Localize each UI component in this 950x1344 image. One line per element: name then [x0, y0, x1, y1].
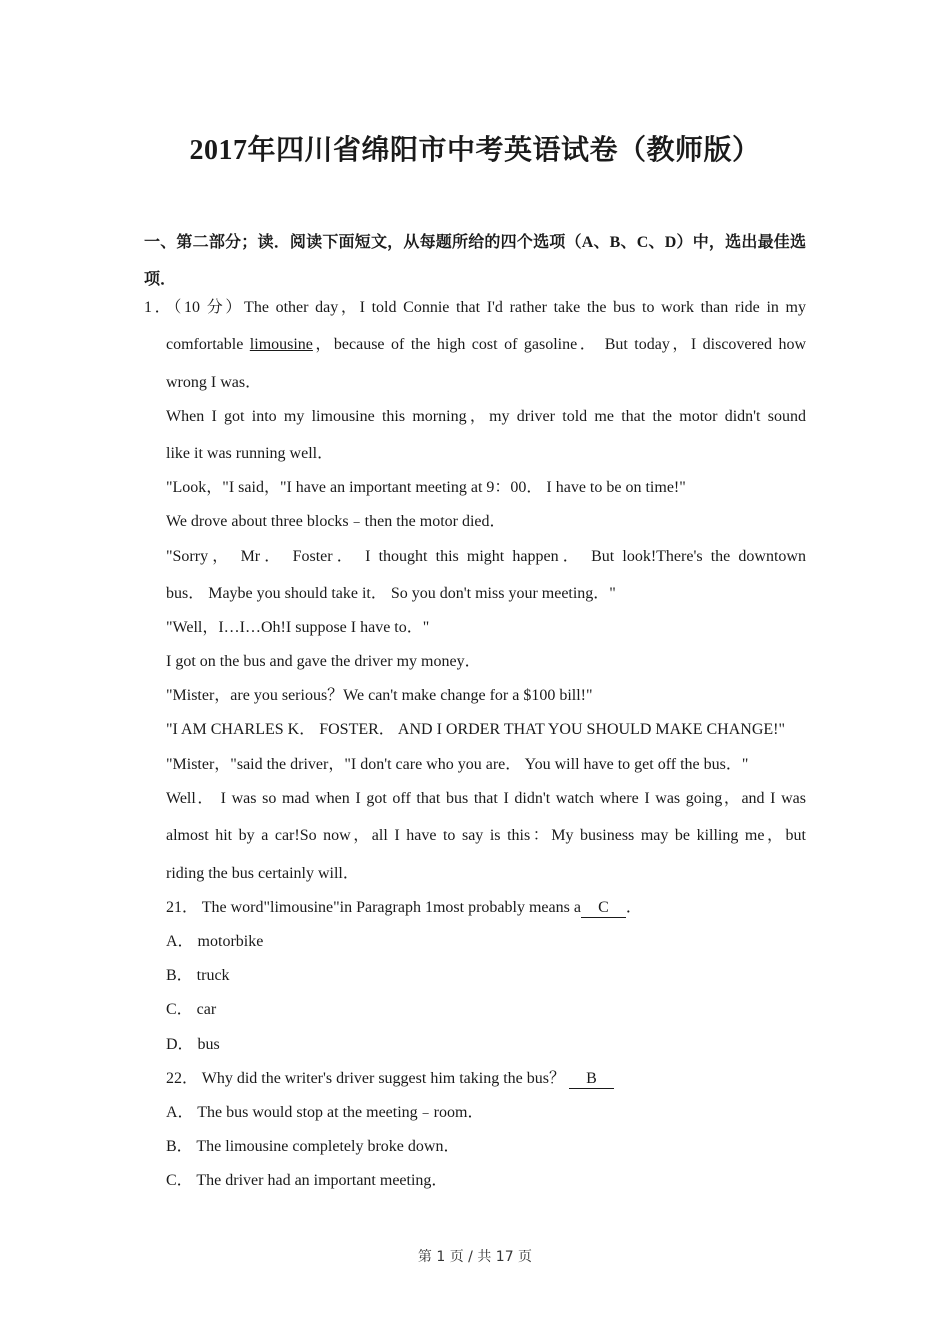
question-22-option-c: C． The driver had an important meeting．: [166, 1172, 448, 1189]
question-1-line3: wrong I was．: [166, 374, 262, 391]
question-22-answer: B: [569, 1070, 614, 1089]
passage-line: Well． I was so mad when I got off that bus that I didn't watch where I was going，and I was: [166, 790, 806, 807]
question-22-option-b: B． The limousine completely broke down．: [166, 1138, 460, 1155]
passage-line: When I got into my limousine this morning，my driver told me that the motor didn't sound: [166, 408, 806, 425]
question-1-second-line: [166, 335, 806, 355]
question-22-option-a: A． The bus would stop at the meeting﹣room．: [166, 1104, 484, 1121]
passage-line: riding the bus certainly will．: [166, 865, 359, 882]
question-21-option-d: D． bus: [166, 1036, 220, 1053]
question-21-option-c: C． car: [166, 1001, 217, 1018]
page-title: 2017年四川省绵阳市中考英语试卷（教师版）: [189, 135, 761, 166]
page-footer: 第 1 页 / 共 17 页: [417, 1249, 533, 1265]
passage-line: I got on the bus and gave the driver my money．: [166, 653, 481, 670]
passage-line: "Mister，"said the driver，"I don't care who you are． You will have to get off the bus．": [166, 756, 749, 773]
passage-line: "Well，I…I…Oh!I suppose I have to．": [166, 619, 430, 636]
passage-line: "Sorry， Mr． Foster． I thought this might happen． But look!There's the downtown: [166, 548, 806, 565]
question-22-stem-line: [166, 1069, 614, 1089]
section-heading: 一、第二部分；读．阅读下面短文，从每题所给的四个选项（A、B、C、D）中，选出最佳选项．: [144, 234, 806, 288]
passage-line: bus． Maybe you should take it． So you don't miss your meeting．": [166, 585, 616, 602]
question-1-label: 1．（10 分）: [144, 299, 245, 316]
question-1-first-line: [144, 298, 806, 318]
question-1-line2-post: ，because of the high cost of gasoline． But today，I discovered how: [312, 336, 807, 353]
question-21-option-b: B． truck: [166, 967, 230, 984]
passage-line: "Look，"I said，"I have an important meeting at 9：00． I have to be on time!": [166, 479, 686, 496]
question-1-line2-pre: comfortable: [166, 336, 250, 353]
question-21-stem-line: [166, 898, 642, 918]
passage-line: almost hit by a car!So now，all I have to say is this：My business may be killing me，but: [166, 827, 806, 844]
passage-line: like it was running well．: [166, 445, 334, 462]
passage-line: "Mister，are you serious？We can't make change for a $100 bill!": [166, 687, 593, 704]
question-21-stem: 21． The word"limousine"in Paragraph 1most probably means a: [166, 899, 581, 916]
question-21-end: ．: [625, 899, 642, 916]
question-1-line1: The other day，I told Connie that I'd rather take the bus to work than ride in my: [244, 299, 806, 316]
underlined-word-limousine: limousine: [249, 336, 313, 353]
question-21-option-a: A． motorbike: [166, 933, 264, 950]
passage-line: We drove about three blocks﹣then the motor died．: [166, 513, 506, 530]
question-22-stem: 22． Why did the writer's driver suggest him taking the bus？: [166, 1070, 565, 1087]
passage-line: "I AM CHARLES K． FOSTER． AND I ORDER THAT YOU SHOULD MAKE CHANGE!": [166, 721, 786, 738]
question-21-answer: C: [581, 899, 626, 918]
